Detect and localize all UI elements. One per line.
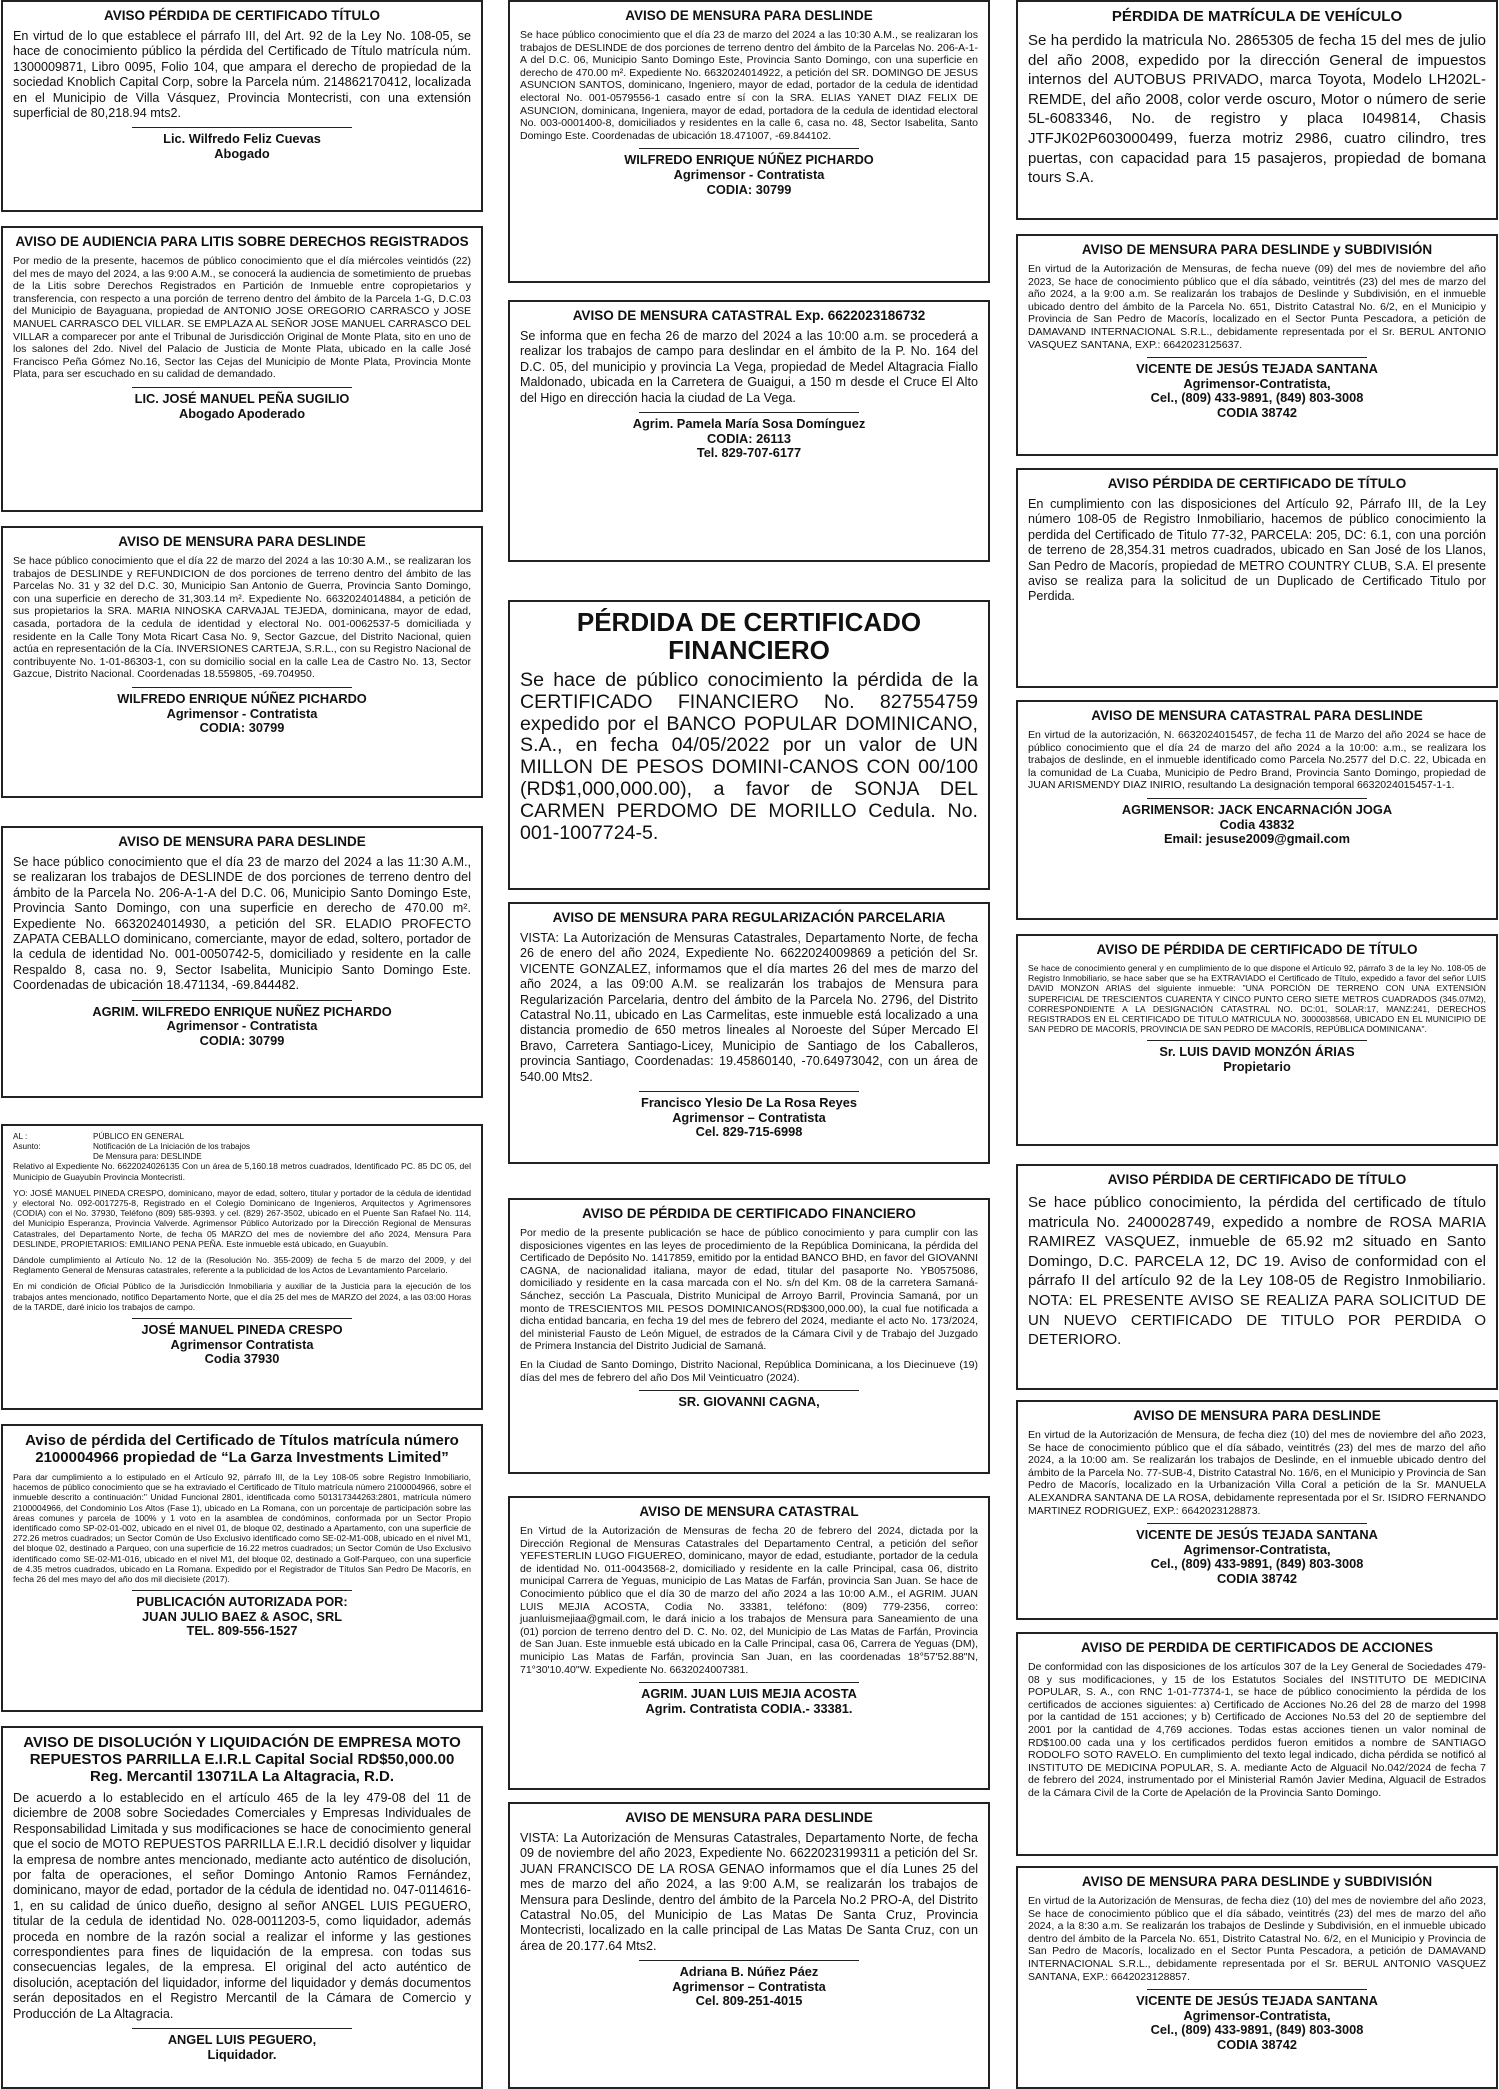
signature-block [1028, 1994, 1486, 2052]
notice-box [1, 826, 483, 1098]
signature-block [13, 1595, 471, 1639]
signature-line-text: JUAN JULIO BAEZ & ASOC, SRL [141, 1608, 343, 1624]
signature-line-text: PUBLICACIÓN AUTORIZADA POR: [136, 1594, 348, 1610]
signature-line-text: SR. GIOVANNI CAGNA, [678, 1394, 820, 1410]
notice-body: En virtud de lo que establece el párrafo III, del Art. 92 de la Ley No. 108-05, se hace de conocimiento público la pérdida del Certificado de Título matrícula núm. 1300009871, Libro 0095, Folio 104, que ampara el derecho de propiedad de la sociedad Knoblich Capital Corp, sobre la Parcela núm. 214862170412, localizada en el Municipio de Villa Vásquez, Provincia Montecristi, con una extensión superficial de 80,218.94 mts2. [13, 29, 471, 121]
signature-line-text: Agrim. Pamela María Sosa Domínguez [632, 416, 866, 432]
memo-row [13, 1142, 471, 1152]
notice-title: AVISO DE MENSURA PARA DESLINDE [118, 534, 366, 549]
signature-line-text: CODIA 38742 [1217, 2036, 1297, 2052]
signature-line-text: LIC. JOSÉ MANUEL PEÑA SUGILIO [134, 390, 350, 406]
signature-line-text: Agrimensor Contratista [170, 1336, 314, 1352]
notice-title: AVISO DE MENSURA CATASTRAL PARA DESLINDE [1091, 708, 1423, 723]
signature-line [132, 127, 352, 128]
signature-line [132, 1318, 352, 1319]
signature-line-text: Agrimensor-Contratista, [1183, 375, 1331, 391]
notice-box [1, 1124, 483, 1410]
signature-line-text: Agrimensor - Contratista [166, 705, 318, 721]
signature-block [520, 1687, 978, 1716]
notice-title: AVISO PÉRDIDA DE CERTIFICADO DE TÍTULO [1107, 476, 1407, 491]
signature-line-text: Francisco Ylesio De La Rosa Reyes [641, 1095, 857, 1111]
signature-line-text: Email: jesuse2009@gmail.com [1163, 831, 1351, 847]
notice-title: AVISO DE MENSURA PARA DESLINDE y SUBDIVISIÓN [1081, 242, 1433, 257]
signature-block [520, 153, 978, 197]
signature-line-text: Adriana B. Núñez Páez [679, 1964, 819, 1980]
signature-line-text: Cel., (809) 433-9891, (849) 803-3008 [1150, 2022, 1364, 2038]
notice-body: VISTA: La Autorización de Mensuras Catastrales, Departamento Norte, de fecha 26 de enero del año 2024, Expediente No. 6622024009869 a petición del Sr. VICENTE GONZALEZ, informamos que el día martes 26 del mes de marzo del año 2024, a las 09:00 A.M. se realizarán los trabajos de Mensura para Regularización Parcelaria, dentro del ámbito de la Parcela No. 2796, del Distrito Catastral No.11, ubicado en Las Carmelitas, este inmueble está localizado a una distancia promedio de 650 metros lineales al Noroeste del Súper Mercado El Bravo, Carretera Santiago-Licey, Municipio de Santiago de los Caballeros, provincia Santiago, Coordenadas: 19.45860140, -70.64973042, con un área de 540.00 Mts2. [520, 931, 978, 1084]
signature-line [1147, 357, 1367, 358]
signature-line [639, 1091, 859, 1092]
signature-line [1147, 1523, 1367, 1524]
memo-row [13, 1152, 471, 1162]
signature-line-text: Agrimensor-Contratista, [1183, 2007, 1331, 2023]
signature-line [639, 1390, 859, 1391]
notice-title: AVISO DE AUDIENCIA PARA LITIS SOBRE DERECHOS REGISTRADOS [15, 234, 469, 249]
notice-box [508, 0, 990, 283]
notice-title: PÉRDIDA DE CERTIFICADO FINANCIERO [576, 607, 922, 665]
signature-line-text: AGRIMENSOR: JACK ENCARNACIÓN JOGA [1121, 801, 1393, 817]
notice-box [508, 1496, 990, 1790]
notice-box [1016, 468, 1498, 688]
notice-box [1, 526, 483, 798]
notice-box [1, 1726, 483, 2089]
signature-line-text: Abogado Apoderado [178, 405, 306, 421]
signature-line [639, 1960, 859, 1961]
notice-body: En virtud de la Autorización de Mensuras, de fecha diez (10) del mes de noviembre del año 2023, Se hace de conocimiento público que el día sábado, veintitrés (23) del mes de marzo del año 2024, a la 8:30 a.m. Se realizarán los trabajos de Deslinde y Subdivisión, en el inmueble ubicado dentro del ámbito de la Parcela No. 651, Distrito Catastral No. 6/2, en el Municipio y Provincia de San Pedro de Macorís, localizado en el Sector Punta Pescadora, a petición de DAMAVAND INTERNACIONAL S.R.L., debidamente representada por el Sr. BERUL ANTONIO VASQUEZ SANTANA, EXP.: 6642023128857. [1028, 1895, 1486, 1983]
signature-line [132, 387, 352, 388]
notice-body: YO: JOSÉ MANUEL PINEDA CRESPO, dominicano, mayor de edad, soltero, titular y portador de la cédula de identidad y electoral No. 092-0017275-8, Registrado en el Colegio Dominicano de Ingenieros, Arquitectos y Agrimensores (CODIA) con el No. 37930, Teléfono (809) 585-9393. y cel. (829) 267-3502, ubicado en el Puente San Rafael No. 114, del Municipio Esperanza, Provincia Valverde. Agrimensor Público Autorizado por la Dirección Regional de Mensuras Catastrales, del Departamento Norte, de fecha 05 MARZO del mes de noviembre del año 2024, Mensura Para DESLINDE, PROPIETARIOS: EMILIANO PENA PEÑA. Este inmueble está ubicado, en Guayubín. [13, 1187, 471, 1249]
notice-body: Se ha perdido la matricula No. 2865305 de fecha 15 del mes de julio del año 2008, expedido por la dirección General de impuestos internos del AUTOBUS PRIVADO, marca Toyota, Modelo LH202L-REMDE, del año 2008, color verde oscuro, Motor o número de serie 5L-6083346, No. de registro y placa I049814, Chasis JTFJK02P603000499, fuerza motriz 2986, cuatro cilindro, tres puertas, con capacidad para 15 pasajeros, propiedad de bomana tours S.A. [1028, 32, 1486, 187]
signature-line [1147, 798, 1367, 799]
notice-body: En Virtud de la Autorización de Mensuras de fecha 20 de febrero del 2024, dictada por la Dirección Regional de Mensuras Catastrales del Departamento Central, a petición del señor YEFESTERLIN LUGO FIGUEREO, dominicano, mayor de edad, estudiante, portador de la cedula de identidad No. 011-0043568-2, domiciliado y residente en la calle Principal, casa 06, distrito municipal Carrera de Yeguas, municipio de Las Matas de Farfán, provincia San Juan. Se hace de Conocimiento público que el día 30 de marzo del año 2024 a las 10:00 A.M., el AGRIM. JUAN LUIS MEJIA ACOSTA, Codia No. 33381, teléfono: (809) 779-2356, correo: juanluismejiaa@gmail.com, le dará inicio a los trabajos de Mensura para Saneamiento de una (01) porcion de terreno dentro del D. C. No. 02, del Municipio de Las Matas de Farfán, Provincia de San Juan. Este inmueble está ubicado en la Calle Principal, casa 06, Carrera de Yeguas (DM), municipio Las Matas de Farfán, provincia San Juan, en las coordenadas 18°57'52.88"N, 71°30'10.40"W. Expediente No. 6632024007381. [520, 1525, 978, 1676]
notice-box [1016, 1632, 1498, 1856]
signature-line-text: VICENTE DE JESÚS TEJADA SANTANA [1136, 361, 1378, 377]
notice-body: Por medio de la presente publicación se hace de público conocimiento y para cumplir con las disposiciones vigentes en las leyes de procedimiento de la República Dominicana, la pérdida del Certificado de Depósito No. 1417859, emitido por la entidad BANCO BHD, en favor del GIOVANNI CAGNA, de nacionalidad italiana, mayor de edad, titular del pasaporte No. YB0575086, domiciliado y residente en la casa marcada con el No. s/n del Km. 08 de la carretera Samaná-Sánchez, sección La Pascuala, Distrito Municipal de Arroyo Barril, Provincia Samaná, por un monto de TRESCIENTOS MIL PESOS DOMINICANOS(RD$300,000.00), la cual fue notificada a dicha entidad bancaria, en fecha 19 del mes de febrero del 2024, mediante el acto No. 173/2024, del ministerial Fausto de León Miguel, de estrados de la Cámara Civil y de Trabajo del Juzgado de Primera Instancia del Distrito Judicial de Samaná. [520, 1227, 978, 1353]
notice-title: AVISO DE PERDIDA DE CERTIFICADOS DE ACCIONES [1080, 1640, 1434, 1655]
signature-line-text: ANGEL LUIS PEGUERO, [167, 2032, 317, 2048]
notice-box [508, 300, 990, 562]
notice-title: AVISO PÉRDIDA DE CERTIFICADO TÍTULO [103, 8, 380, 23]
signature-line-text: JOSÉ MANUEL PINEDA CRESPO [141, 1322, 343, 1338]
notice-body: En cumplimiento con las disposiciones del Artículo 92, Párrafo III, de la Ley número 108-05 de Registro Inmobiliario, hacemos de público conocimiento la perdida del Certificado de Titulo 77-32, PARCELA: 205, DC: 6.1, con una porción de terreno de 28,354.31 metros cuadrados, ubicado en San José de los Llanos, San Pedro de Macorís, propiedad de METRO COUNTRY CLUB, S.A. El presente aviso se realiza para la solicitud de un Duplicado de Certificado Titulo por Perdida. [1028, 497, 1486, 604]
signature-line [132, 2028, 352, 2029]
notice-title: AVISO DE PÉRDIDA DE CERTIFICADO FINANCIERO [582, 1206, 916, 1221]
signature-line-text: CODIA: 26113 [707, 430, 791, 446]
signature-line-text: Cel. 809-251-4015 [695, 1993, 803, 2009]
notice-body: De acuerdo a lo establecido en el artículo 465 de la ley 479-08 del 11 de diciembre de 2008 sobre Sociedades Comerciales y Empresas Individuales de Responsabilidad Limitada y sus modificaciones se hace de conocimiento general que el socio de MOTO REPUESTOS PARRILLA E.I.R.L decidió disolver y liquidar la empresa de nombre antes mencionado, mediante acto auténtico de disolución, por falta de operaciones, el señor Domingo Antonio Ramos Fernández, dominicano, mayor de edad, portador de la cédula de identidad no. 047-0114616-1, en su calidad de único dueño, designo al señor ANGEL LUIS PEGUERO, titular de la cedula de identidad No. 028-0011203-5, como liquidador, además proceda en nombre de la razón social a realizar el informe y las gestiones correspondientes para fines de liquidación de la empresa. con todas sus consecuencias legales, de la empresa. El original del acto auténtico de disolución, aceptación del liquidador, informe del liquidador y demás documentos serán depositados en el Registro Mercantil de la Cámara de Comercio y Producción de La Altagracia. [13, 1791, 471, 2021]
notice-body: En mi condición de Oficial Público de la Jurisdicción Inmobiliaria y auxiliar de la Justicia para la ejecución de los trabajos antes mencionado, notifico Departamento Norte, que el día 25 del mes de MARZO del 2024, a las 03:00 Horas de la TARDE, daré inicio los trabajos de campo. [13, 1281, 471, 1312]
signature-line-text: Sr. LUIS DAVID MONZÓN ÁRIAS [1159, 1044, 1355, 1060]
notice-box [1, 0, 483, 212]
notice-title: AVISO DE MENSURA PARA DESLINDE [118, 834, 366, 849]
notice-body: VISTA: La Autorización de Mensuras Catastrales, Departamento Norte, de fecha 09 de noviembre del año 2023, Expediente No. 6622023199311 a petición del Sr. JUAN FRANCISCO DE LA ROSA GENAO informamos que el día Lunes 25 del mes de marzo del año 2024, a las 9:00 A.M, se realizarán los trabajos de Mensura para Deslinde, dentro del ámbito de la Parcela No.2 PRO-A, del Distrito Catastral No.05, del Municipio de Las Matas De Santa Cruz, Provincia Montecristi, localizado en la calle principal de Las Matas De Santa Cruz, con un área de 20.177.64 Mts2. [520, 1831, 978, 1953]
notice-body: Por medio de la presente, hacemos de público conocimiento que el día miércoles veintidós (22) del mes de mayo del 2024, a las 9:00 A.M., se conocerá la audiencia de sometimiento de pruebas de la Litis sobre Derechos Registrados en Partición de Inmueble entre copropietarios y transferencia, con respecto a una porción de terreno dentro del ámbito de la Parcela 1-G, D.C.03 del Municipio de Bayaguana, propiedad de ANTONIO JOSE OREGORIO CARRASCO y JOSE MANUEL CARRASCO DEL VILLAR. SE EMPLAZA AL SEÑOR JOSE MANUEL CARRASCO DEL VILLAR a comparecer por ante el Tribunal de Jurisdicción Original de Monte Plata, sito en uno de los salones del 2do. Nivel del Palacio de Justicia de Monte Plata, ubicado en la calle José Francisco Peña Gómez No.16, Sector las Cejas del Municipio de Monte Plata, Provincia Monte Plata, para ser escuchado en su calidad de demandado. [13, 255, 471, 381]
notice-box [1016, 0, 1498, 220]
signature-line-text: CODIA: 30799 [199, 720, 285, 736]
notice-body: Para dar cumplimiento a lo estipulado en el Artículo 92, párrafo III, de la Ley 108-05 sobre Registro Inmobiliario, hacemos de público conocimiento que se ha extraviado el Certificado de Título matrícula número 2100004966, sobre el inmueble descrito a continuación:" Unidad Funcional 2801, identificada como 501317344263:2801, matrícula número 2100004966, del Condominio Los Altos (Fase 1), ubicado en La Romana, con un porcentaje de participación sobre las áreas comunes y parcela de 100% y 1 voto en la asamblea de condóminos, conformada por un Sector Propio identificado como SP-02-01-002, ubicado en el nivel 01, de bloque 02, destinado a Apartamento, con una superficie de 272.26 metros cuadrados; un Sector Común de Uso Exclusivo identificado como SE-02-M1-008, ubicado en el nivel M1, del bloque 02, destinado a Parqueo, con una superficie de 16.22 metros cuadrados; un Sector Común de Uso Exclusivo identificado como SE-02-M1-016, ubicado en el nivel M1, del bloque 02, destinado a Golf-Parqueo, con una superficie de 4.35 metros cuadrados, ubicado en La Romana. Expedido por el Registrador de Títulos San Pedro De Macorís, en fecha 26 del mes mayo del año dos mil diecisiete (2017). [13, 1472, 471, 1585]
memo-value: Notificación de La Iniciación de los trabajos [93, 1141, 251, 1151]
signature-block [1028, 362, 1486, 420]
signature-line-text: CODIA: 30799 [706, 181, 792, 197]
notice-title: AVISO DE MENSURA CATASTRAL Exp. 6622023186732 [572, 308, 926, 323]
signature-block [13, 392, 471, 421]
memo-label: Asunto: [13, 1141, 41, 1151]
signature-block [520, 1395, 978, 1410]
signature-line-text: TEL. 809-556-1527 [186, 1623, 298, 1639]
signature-block [13, 1005, 471, 1049]
memo-value: De Mensura para: DESLINDE [93, 1151, 202, 1161]
signature-block [1028, 803, 1486, 847]
notice-body: Se hace público conocimiento, la pérdida del certificado de título matricula No. 2400028749, expedido a nombre de ROSA MARIA RAMIREZ VASQUEZ, inmueble de 65.92 m2 situado en Santo Domingo, D.C. PARCELA 12, DC 19. Aviso de conformidad con el párrafo II del artículo 92 de la Ley 108-05 de Registro Inmobiliario. NOTA: EL PRESENTE AVISO SE REALIZA PARA SOLICITUD DE UN NUEVO CERTIFICADO DE TITULO POR PERDIDA O DETERIORO. [1028, 1194, 1486, 1349]
memo-value: PÚBLICO EN GENERAL [93, 1132, 184, 1141]
signature-line-text: CODIA 38742 [1217, 1570, 1297, 1586]
notice-title: PÉRDIDA DE MATRÍCULA DE VEHÍCULO [1111, 8, 1403, 25]
signature-line [1147, 1040, 1367, 1041]
signature-block [1028, 1528, 1486, 1586]
notice-body: Se hace público conocimiento que el día 22 de marzo del 2024 a las 10:30 A.M., se realizaran los trabajos de DESLINDE y REFUNDICION de dos porciones de terreno dentro del ámbito de las Parcelas No. 31 y 32 del D.C. 30, Municipio San Antonio de Guerra, Provincia Santo Domingo, con una superficie en derecho de 31,303.14 m². Expediente No. 6632024014884, a petición de sus propietarios la SRA. MARIA NINOSKA CARVAJAL TEJEDA, dominicana, mayor de edad, casada, portadora de la cedula de identidad y electoral No. 001-0062537-5 domiciliada y residente en la Calle Tony Mota Ricart Casa No. 9, Sector Gazcue, del Distrito Nacional, quien actúa en representación de la Cía. INVERSIONES CARTEJA, S.R.L., con su Registro Nacional de contribuyente No. 1-01-86303-1, con su domicilio social en la calle Lea de Castro No. 13, Sector Gazcue, Distrito Nacional. Coordenadas 18.559805, -69.704950. [13, 555, 471, 681]
signature-line-text: Propietario [1223, 1059, 1291, 1075]
signature-block [520, 1965, 978, 2009]
signature-line-text: VICENTE DE JESÚS TEJADA SANTANA [1136, 1993, 1378, 2009]
notice-body: En virtud de la autorización, N. 6632024015457, de fecha 11 de Marzo del año 2024 se hace de público conocimiento que el día 24 de marzo del año 2024 a la 10:00: a.m., se realizara los trabajos de deslinde, en el inmueble identificado como Parcela No.2577 del D.C. 22, Ubicada en la comunidad de La Cuaba, Municipio de Pedro Brand, Provincia Santo Domingo, propiedad de JUAN ARISMENDY DIAZ INIRIO, resultando La designación temporal 6632024015457-1-1. [1028, 729, 1486, 792]
notice-box [1, 226, 483, 512]
signature-line-text: WILFREDO ENRIQUE NÚÑEZ PICHARDO [117, 690, 367, 706]
signature-line-text: CODIA: 30799 [199, 1032, 285, 1048]
signature-block [13, 2033, 471, 2062]
signature-line-text: AGRIM. JUAN LUIS MEJIA ACOSTA [641, 1686, 857, 1702]
signature-line [132, 1000, 352, 1001]
signature-block [1028, 1045, 1486, 1074]
notice-box [1016, 234, 1498, 456]
notice-body: Dándole cumplimiento al Artículo No. 12 de la (Resolución No. 355-2009) de fecha 5 de marzo del 2009, y del Reglamento General de Mensuras catastrales, referente a la publicidad de los Actos de Levantamiento Parcelario. [13, 1255, 471, 1276]
signature-line-text: WILFREDO ENRIQUE NÚÑEZ PICHARDO [624, 152, 874, 168]
signature-line-text: Agrimensor - Contratista [673, 166, 825, 182]
signature-line-text: VICENTE DE JESÚS TEJADA SANTANA [1136, 1527, 1378, 1543]
notice-body: Se informa que en fecha 26 de marzo del 2024 a las 10:00 a.m. se procederá a realizar los trabajos de campo para deslindar en el ámbito de la P. No. 164 del D.C. 05, del municipio y provincia La Vega, propiedad de Medel Altagracia Fiallo Maldonado, ubicada en la Carretera de Guaigui, a 150 m desde el Cruce El Alto del Higo en dirección hacia la ciudad de La Vega. [520, 329, 978, 405]
notice-title: AVISO DE MENSURA PARA DESLINDE [625, 8, 873, 23]
signature-block [13, 132, 471, 161]
notice-box [1016, 1400, 1498, 1620]
signature-line-text: Cel., (809) 433-9891, (849) 803-3008 [1150, 390, 1364, 406]
notice-box [1016, 1866, 1498, 2089]
signature-line-text: Cel., (809) 433-9891, (849) 803-3008 [1150, 1556, 1364, 1572]
signature-block [13, 692, 471, 736]
memo-row [13, 1132, 471, 1142]
signature-line [132, 1590, 352, 1591]
signature-line-text: Abogado [214, 146, 270, 162]
signature-line-text: Codia 43832 [1219, 816, 1295, 832]
signature-line-text: Tel. 829-707-6177 [696, 445, 802, 461]
signature-line [639, 1682, 859, 1683]
notice-title: AVISO DE MENSURA CATASTRAL [639, 1504, 859, 1519]
memo-label [13, 1152, 93, 1162]
notice-body: En virtud de la Autorización de Mensuras, de fecha nueve (09) del mes de noviembre del año 2023, Se hace de conocimiento público que el día sábado, veintitrés (23) del mes de marzo del año 2024, a la 9:00 a.m. Se realizarán los trabajos de Deslinde y Subdivisión, en el inmueble ubicado dentro del ámbito de la Parcela No. 651, Distrito Catastral No. 6/2, en el Municipio y Provincia de San Pedro de Macorís, localizado en el Sector Punta Pescadora, a petición de DAMAVAND INTERNACIONAL S.R.L., debidamente representada por el Sr. BERUL ANTONIO VASQUEZ SANTANA, EXP.: 6642023125637. [1028, 263, 1486, 351]
signature-line-text: Lic. Wilfredo Feliz Cuevas [163, 131, 321, 147]
notice-body: Se hace público conocimiento que el día 23 de marzo del 2024 a las 10:30 A.M., se realizaran los trabajos de DESLINDE de dos porciones de terreno dentro del ámbito de la Parcelas No. 206-A-1-A del D.C. 06, Municipio Santo Domingo Este, Provincia Santo Domingo, con una superficie en derecho de 470.00 m². Expediente No. 6632024014922, a petición del SR. DOMINGO DE JESUS ASUNCION SANTOS, dominicano, Ingeniero, mayor de edad, portador de la cedula de identidad electoral No. 001-0579556-1 casado entre sí con la SRA. ELIAS YANET DIAZ FELIX DE ASUNCION, dominicana, Ingeniera, mayor de edad, portadora de la cedula de identidad electoral No. 003-0001400-8, domiciliados y residentes en la calle 6, casa no. 48, Sector Isabelita, Santo Domingo Este. Coordenadas de ubicación 18.471007, -69.844102. [520, 29, 978, 142]
signature-line [639, 148, 859, 149]
signature-line-text: CODIA 38742 [1217, 404, 1297, 420]
notice-body: Se hace público conocimiento que el día 23 de marzo del 2024 a las 11:30 A.M., se realizaran los trabajos de DESLINDE de dos porciones de terreno dentro del ámbito de la Parcela No. 206-A-1-A del D.C. 06, Municipio Santo Domingo Este, Provincia Santo Domingo, con una superficie en derecho de 470.00 m². Expediente No. 6632024014930, a petición del SR. ELADIO PROFECTO ZAPATA CEBALLO dominicano, comerciante, mayor de edad, soltero, portador de la cedula de identidad No. 001-0050742-5, domiciliado y residente en la calle Respaldo 8, casa no. 9, Sector Isabelita, Municipio Santo Domingo Este. Coordenadas de ubicación 18.471134, -69.844482. [13, 855, 471, 993]
signature-line-text: Liquidador. [207, 2046, 277, 2062]
notice-title: AVISO DE DISOLUCIÓN Y LIQUIDACIÓN DE EMPRESA MOTO REPUESTOS PARRILLA E.I.R.L Capital Social RD$50,000.00 Reg. Mercantil 13071LA La Altagracia, R.D. [23, 1734, 461, 1785]
notice-box [1016, 700, 1498, 920]
notice-title: AVISO DE MENSURA PARA DESLINDE [1133, 1408, 1381, 1423]
memo-header [13, 1132, 471, 1161]
notice-box [1016, 1164, 1498, 1390]
signature-line-text: Agrimensor – Contratista [672, 1978, 826, 1994]
signature-line [1147, 1989, 1367, 1990]
notice-box [1, 1424, 483, 1712]
signature-block [13, 1323, 471, 1367]
signature-line-text: AGRIM. WILFREDO ENRIQUE NUÑEZ PICHARDO [92, 1003, 392, 1019]
notice-box [508, 600, 990, 890]
notice-title: AVISO DE MENSURA PARA DESLINDE [625, 1810, 873, 1825]
notice-body: Relativo al Expediente No. 6622024026135 Con un área de 5,160.18 metros cuadrados, Identificado PC. 85 DC 05, del Municipio de Guayubín Provincia Montecristi. [13, 1161, 471, 1182]
signature-block [520, 417, 978, 461]
notice-body: Se hace de conocimiento general y en cumplimiento de lo que dispone el Artículo 92, párrafo 3 de la ley No. 108-05 de Registro Inmobiliario, se hace saber que se ha EXTRAVIADO el Certificado de Título, expedido a favor del señor LUIS DAVID MONZON ARIAS del siguiente inmueble: "UNA PORCIÓN DE TERRENO CON UNA EXTENSIÓN SUPERFICIAL DE TRESCIENTOS CUARENTA Y CINCO PUNTO CERO SIETE METROS CUADRADOS (345.07M2), CORRESPONDIENTE A LA DESIGNACIÓN CATASTRAL NO. DC:01, SOLAR:17, MANZ:241, DERECHOS REGISTRADOS EN EL CERTIFICADO DE TITULO MATRICULA NO. 3000038568, UBICADO EN EL MUNICIPIO DE SAN PEDRO DE MACORÍS, PROVINCIA DE SAN PEDRO DE MACORÍS, REPÚBLICA DOMINICANA". [1028, 963, 1486, 1035]
notice-body: En virtud de la Autorización de Mensura, de fecha diez (10) del mes de noviembre del año 2023, Se hace de conocimiento público que el día sábado, veintitrés (23) del mes de marzo del año 2024, a la 10:00 am. Se realizarán los trabajos de Deslinde, en el inmueble ubicado dentro del ámbito de la Parcela No. 77-SUB-4, Distrito Catastral No. 16/6, en el Municipio y Provincia de San Pedro de Macorís, localizado en la Urbanización Villa Coral a petición de la Sr. MANUELA ALEXANDRA SANTANA DE LA ROSA, debidamente representada por el Sr. ISIDRO FERNANDO MARTINEZ RODRIGUEZ, EXP.: 6642023128873. [1028, 1429, 1486, 1517]
signature-line-text: Agrimensor - Contratista [166, 1018, 318, 1034]
signature-block [520, 1096, 978, 1140]
notice-body: Se hace de público conocimiento la pérdida de la CERTIFICADO FINANCIERO No. 827554759 expedido por el BANCO POPULAR DOMINICANO, S.A., en fecha 04/05/2022 por un valor de UN MILLON DE PESOS DOMINI-CANOS CON 00/100 (RD$1,000,000.00), a favor de SONJA DEL CARMEN PERDOMO DE MORILLO Cedula. No. 001-1007724-5. [520, 669, 978, 844]
notice-box [508, 902, 990, 1164]
notice-title: AVISO DE MENSURA PARA DESLINDE y SUBDIVISIÓN [1081, 1874, 1433, 1889]
notice-box [508, 1198, 990, 1474]
notice-title: AVISO PÉRDIDA DE CERTIFICADO DE TÍTULO [1107, 1172, 1407, 1187]
notice-title: AVISO DE MENSURA PARA REGULARIZACIÓN PARCELARIA [552, 910, 946, 925]
signature-line-text: Codia 37930 [204, 1351, 280, 1367]
notice-title: AVISO DE PÉRDIDA DE CERTIFICADO DE TÍTULO [1096, 942, 1418, 957]
signature-line-text: Agrim. Contratista CODIA.- 33381. [645, 1700, 853, 1716]
signature-line [639, 412, 859, 413]
notice-box [1016, 934, 1498, 1146]
signature-line-text: Agrimensor-Contratista, [1183, 1541, 1331, 1557]
signature-line-text: Cel. 829-715-6998 [695, 1124, 803, 1140]
signature-line [132, 687, 352, 688]
notice-box [508, 1802, 990, 2089]
notice-body: En la Ciudad de Santo Domingo, Distrito Nacional, República Dominicana, a los Diecinueve (19) días del mes de febrero del año Dos Mil Veinticuatro (2024). [520, 1358, 978, 1384]
notice-body: De conformidad con las disposiciones de los artículos 307 de la Ley General de Sociedades 479-08 y sus modificaciones, y 15 de los Estatutos Sociales del INSTITUTO DE MEDICINA POPULAR, S. A., con RNC 1-01-77374-1, se hace de público conocimiento la pérdida de los certificados de acciones siguientes: a) Certificado de Acciones No.26 del 28 de marzo del 1998 por la cantidad de 151 acciones; y b) Certificado de Acciones No.53 del 20 de septiembre del 2001 por la cantidad de 4,769 acciones. Todas estas acciones tienen un valor nominal de RD$100.00 cada una y los certificados perdidos fueron emitidos a nombre de SANTIAGO RODOLFO SOTO RAVELO. En cumplimiento del texto legal indicado, dicha pérdida se notificó al INSTITUTO DE MEDICINA POPULAR, S. A. mediante Acto de Alguacil No.042/2024 de fecha 7 de febrero del 2024, instrumentado por el Ministerial Ramón Javier Medina, Alguacil de Estrados de la Cámara Civil de la Corte de Apelación de la Provincia Santo Domingo. [1028, 1661, 1486, 1799]
signature-line-text: Agrimensor – Contratista [672, 1109, 826, 1125]
notice-title: Aviso de pérdida del Certificado de Títulos matrícula número 2100004966 propiedad de “La Garza Investments Limited” [25, 1432, 459, 1466]
memo-label: AL : [13, 1132, 28, 1141]
